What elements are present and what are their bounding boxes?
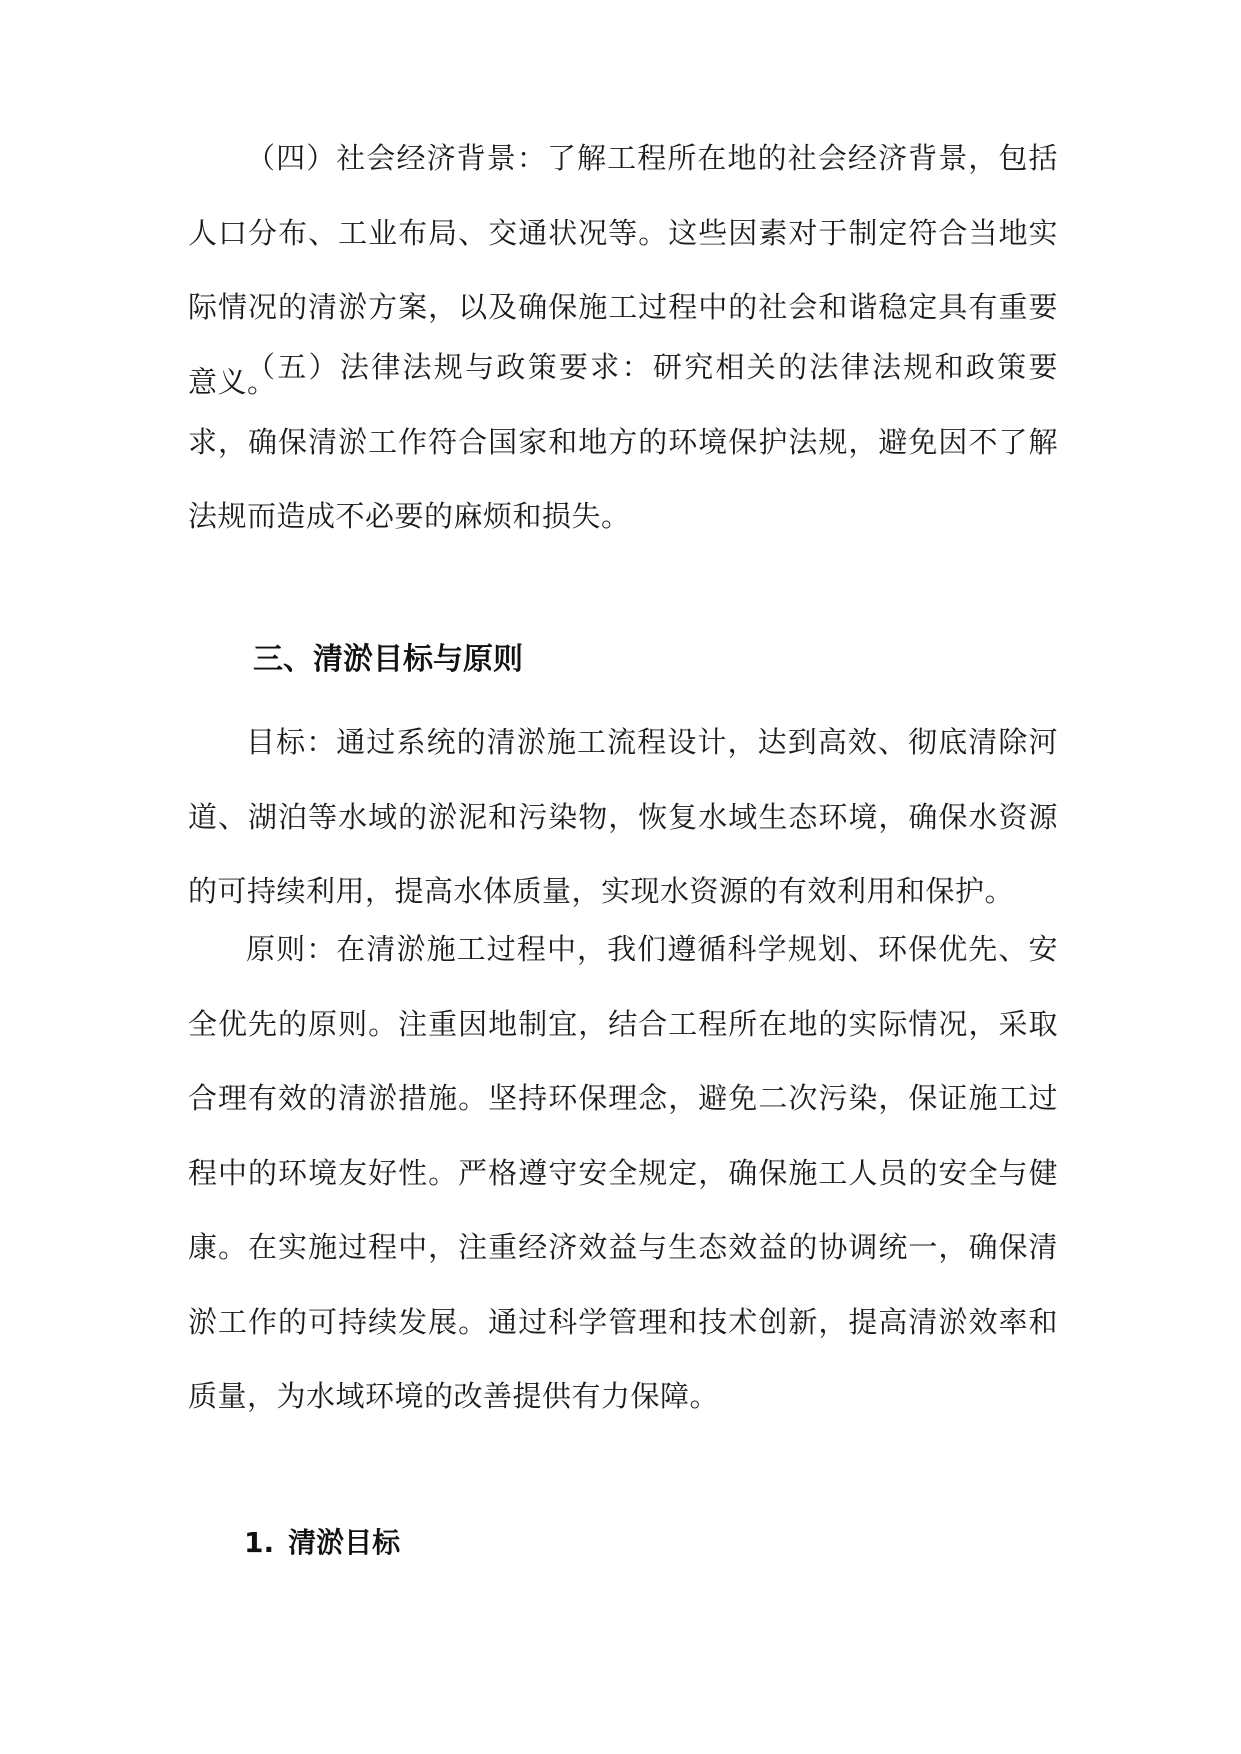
paragraph-goal: 目标：通过系统的清淤施工流程设计，达到高效、彻底清除河道、湖泊等水域的淤泥和污染物，恢复水域生态环境，确保水资源的可持续利用，提高水体质量，实现水资源的有效利用和保护。 <box>188 725 1058 908</box>
paragraph-socioeconomic-background: （四）社会经济背景：了解工程所在地的社会经济背景，包括人口分布、工业布局、交通状况等。这些因素对于制定符合当地实际情况的清淤方案，以及确保施工过程中的社会和谐稳定具有重要意义。 <box>188 141 1058 399</box>
subsection-title: 清淤目标 <box>288 1526 401 1559</box>
paragraph-laws-and-policies: （五）法律法规与政策要求：研究相关的法律法规和政策要求，确保清淤工作符合国家和地方的环境保护法规，避免因不了解法规而造成不必要的麻烦和损失。 <box>188 350 1058 533</box>
paragraph-principles: 原则：在清淤施工过程中，我们遵循科学规划、环保优先、安全优先的原则。注重因地制宜，结合工程所在地的实际情况，采取合理有效的清淤措施。坚持环保理念，避免二次污染，保证施工过程中的环境友好性。严格遵守安全规定，确保施工人员的安全与健康。在实施过程中，注重经济效益与生态效益的协调统一，确保清淤工作的可持续发展。通过科学管理和技术创新，提高清淤效率和质量，为水域环境的改善提供有力保障。 <box>188 932 1058 1413</box>
subsection-heading <box>244 1518 400 1568</box>
section-heading: 三、清淤目标与原则 <box>253 642 523 677</box>
subsection-number: 1. <box>244 1526 275 1559</box>
